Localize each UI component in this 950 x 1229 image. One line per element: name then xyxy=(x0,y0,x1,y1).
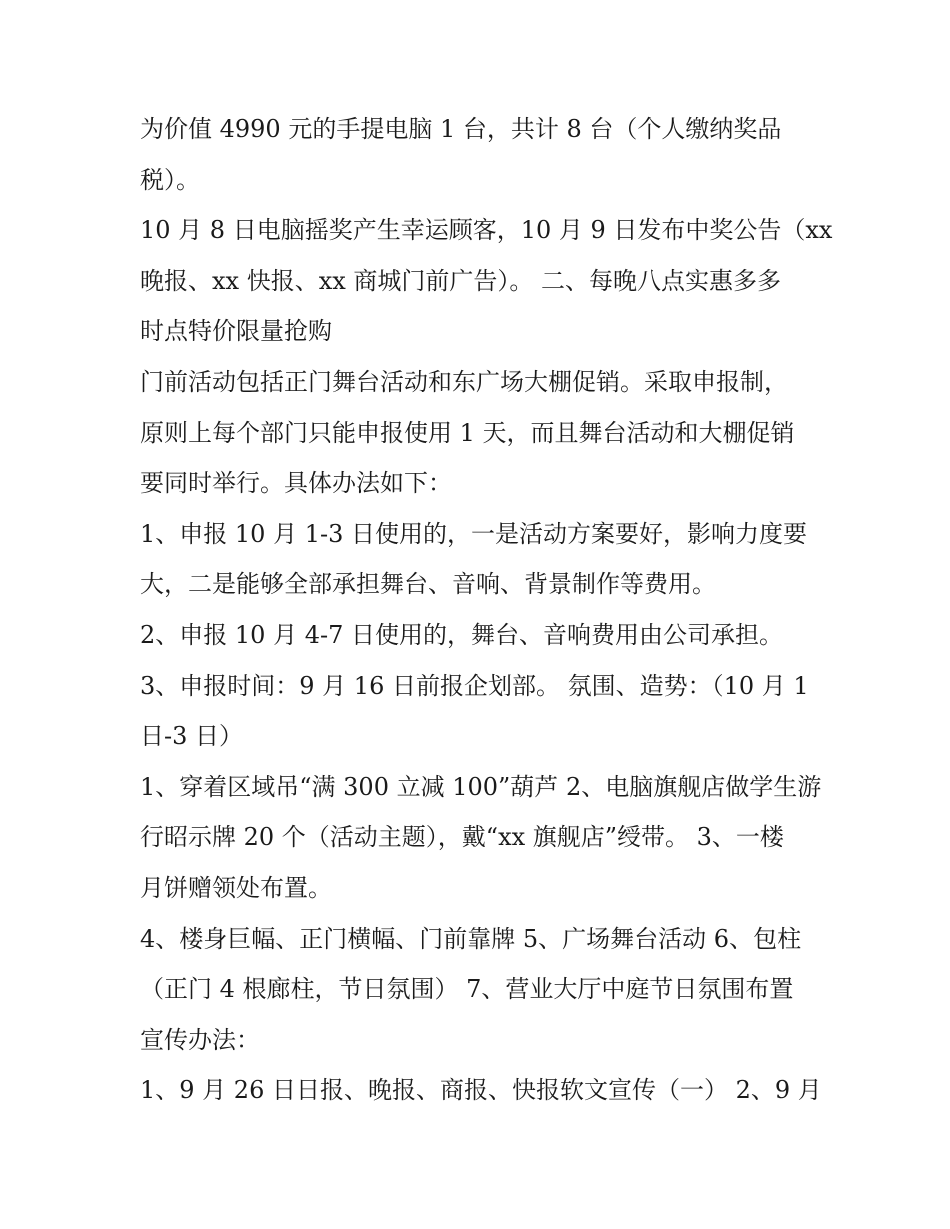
paragraph-publicity-1 xyxy=(140,1065,822,1116)
text-line: （正门 4 根廊柱，节日氛围） 7、营业大厅中庭节日氛围布置 xyxy=(140,975,794,1004)
text-line: 要同时举行。具体办法如下： xyxy=(140,469,452,498)
text-line: 1、穿着区域吊“满 300 立减 100”葫芦 2、电脑旗舰店做学生游 xyxy=(140,772,822,801)
text-line: 日-3 日） xyxy=(140,722,244,751)
text-line: 1、9 月 26 日日报、晚报、商报、快报软文宣传（一） 2、9 月 xyxy=(140,1076,822,1105)
text-line: 时点特价限量抢购 xyxy=(140,317,332,346)
text-line: 2、申报 10 月 4-7 日使用的，舞台、音响费用由公司承担。 xyxy=(140,620,783,649)
paragraph-rule-1 xyxy=(140,509,815,610)
text-line: 3、申报时间：9 月 16 日前报企划部。 氛围、造势：（10 月 1 xyxy=(140,671,809,700)
text-line: 大，二是能够全部承担舞台、音响、背景制作等费用。 xyxy=(140,570,716,599)
paragraph-prize xyxy=(140,104,815,205)
text-line: 门前活动包括正门舞台活动和东广场大棚促销。采取申报制， xyxy=(140,367,788,396)
text-line: 月饼赠领处布置。 xyxy=(140,873,332,902)
text-line: 晚报、xx 快报、xx 商城门前广告）。 二、每晚八点实惠多多 xyxy=(140,266,782,295)
paragraph-lottery xyxy=(140,205,833,357)
document-body xyxy=(140,104,833,1116)
paragraph-atmosphere-2 xyxy=(140,914,815,1066)
text-line: 为价值 4990 元的手提电脑 1 台，共计 8 台（个人缴纳奖品 xyxy=(140,115,782,143)
paragraph-front-activities xyxy=(140,357,815,509)
text-line: 10 月 8 日电脑摇奖产生幸运顾客，10 月 9 日发布中奖公告（xx xyxy=(140,216,833,245)
paragraph-atmosphere-1 xyxy=(140,762,822,914)
text-line: 1、申报 10 月 1-3 日使用的，一是活动方案要好，影响力度要 xyxy=(140,519,807,548)
text-line: 4、楼身巨幅、正门横幅、门前靠牌 5、广场舞台活动 6、包柱 xyxy=(140,924,802,953)
text-line: 行昭示牌 20 个（活动主题），戴“xx 旗舰店”绶带。 3、一楼 xyxy=(140,823,784,852)
paragraph-rule-2 xyxy=(140,610,815,661)
text-line: 原则上每个部门只能申报使用 1 天，而且舞台活动和大棚促销 xyxy=(140,418,795,447)
paragraph-rule-3 xyxy=(140,661,815,762)
text-line: 税）。 xyxy=(140,165,200,194)
text-line: 宣传办法： xyxy=(140,1025,260,1054)
